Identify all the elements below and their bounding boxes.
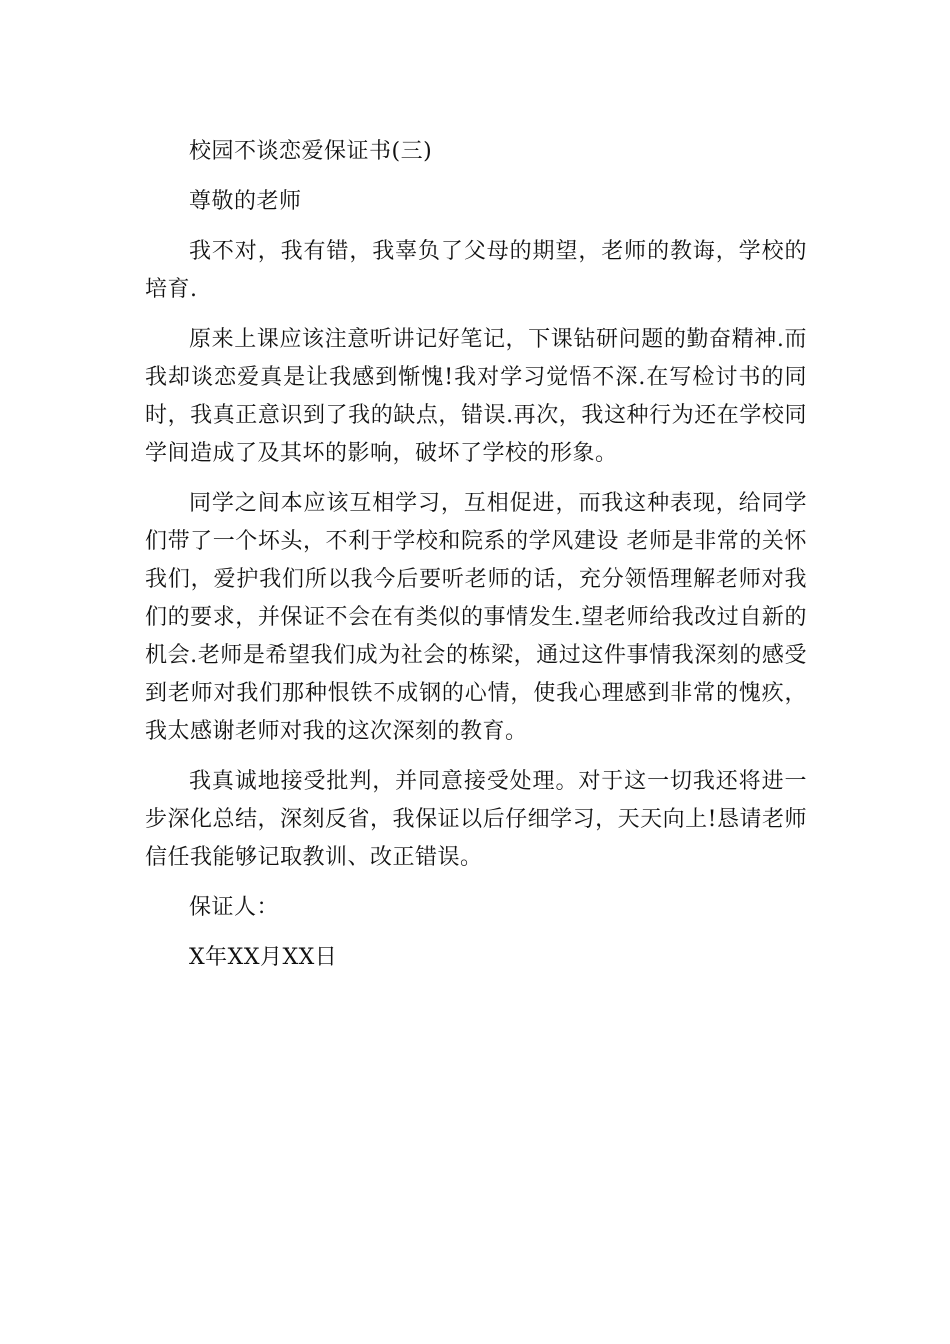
signer-label: 保证人： — [189, 895, 280, 920]
document-title: 校园不谈恋爱保证书(三) — [189, 139, 433, 164]
date-line: X年XX月XX日 — [189, 945, 338, 970]
document-body — [145, 133, 807, 989]
paragraph-2: 原来上课应该注意听讲记好笔记，下课钻研问题的勤奋精神.而我却谈恋爱真是让我感到惭愧!我对学习觉悟不深.在写检讨书的同时，我真正意识到了我的缺点，错误.再次，我这种行为还在学校同学间造成了及其坏的影响，破坏了学校的形象。 — [145, 327, 807, 466]
paragraph-4: 我真诚地接受批判，并同意接受处理。对于这一切我还将进一步深化总结，深刻反省，我保证以后仔细学习，天天向上!恳请老师信任我能够记取教训、改正错误。 — [145, 769, 807, 870]
paragraph-1: 我不对，我有错，我辜负了父母的期望，老师的教诲，学校的培育. — [145, 239, 807, 302]
salutation: 尊敬的老师 — [189, 189, 302, 214]
paragraph-3: 同学之间本应该互相学习，互相促进，而我这种表现，给同学们带了一个坏头，不利于学校和院系的学风建设 老师是非常的关怀我们，爱护我们所以我今后要听老师的话，充分领悟理解老师对我们的要求，并保证不会在有类似的事情发生.望老师给我改过自新的机会.老师是希望我们成为社会的栋梁，通过这件事情我深刻的感受到老师对我们那种恨铁不成钢的心情，使我心理感到非常的愧疚，我太感谢老师对我的这次深刻的教育。 — [145, 491, 807, 744]
